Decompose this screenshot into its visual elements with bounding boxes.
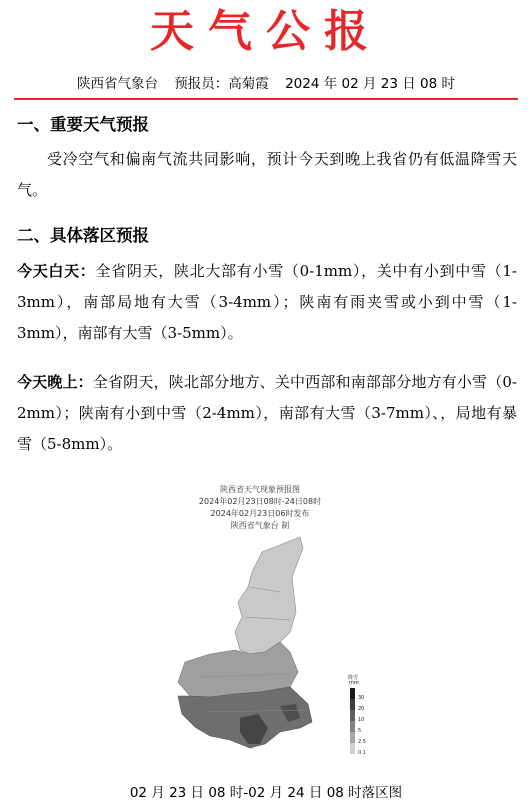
legend-swatch (350, 743, 355, 754)
header-divider (14, 98, 518, 100)
legend-tick: 20 (358, 706, 365, 712)
legend-unit: mm (349, 680, 359, 686)
agency: 陕西省气象台 (76, 76, 158, 92)
legend-swatch (350, 699, 355, 710)
legend-swatch (350, 721, 355, 732)
night-body: 全省阴天，陕北部分地方、关中西部和南部部分地方有小雪（0-2mm）；陕南有小到中雪（2-4mm），南部有大雪（3-7mm）、，局地有暴雪（5-8mm）。 (17, 373, 517, 453)
legend-swatch (350, 732, 355, 743)
legend-tick: 5 (358, 728, 362, 734)
legend-tick: 0.1 (358, 750, 366, 756)
forecaster: 预报员：高菊霞 (174, 76, 269, 92)
night-lead: 今天晚上： (17, 373, 93, 391)
section1-heading: 一、重要天气预报 (17, 115, 149, 134)
page-title: 天气公报 (150, 6, 382, 57)
legend-swatch (350, 688, 355, 699)
daytime-forecast (17, 256, 517, 349)
legend-swatch (350, 710, 355, 721)
legend-tick: 30 (358, 695, 365, 701)
map-caption: 02 月 23 日 08 时-02 月 24 日 08 时落区图 (129, 785, 403, 801)
map-issued: 2024年02月23日06时发布 (210, 509, 310, 518)
bulletin-meta (0, 74, 532, 94)
issue-datetime: 2024 年 02 月 23 日 08 时 (285, 76, 456, 92)
map-region-north (235, 537, 303, 654)
map-maker: 陕西省气象台 制 (230, 521, 290, 530)
section2-heading: 二、具体落区预报 (17, 226, 149, 245)
daytime-lead: 今天白天： (17, 262, 96, 280)
legend-tick: 2.5 (358, 739, 366, 745)
legend-tick: 10 (358, 717, 365, 723)
legend-title: 降雪 (348, 675, 359, 681)
forecast-map (140, 482, 380, 770)
shaanxi-map-image (140, 482, 380, 770)
section1-body: 受冷空气和偏南气流共同影响，预计今天到晚上我省仍有低温降雪天气。 (17, 150, 517, 199)
daytime-body: 全省阴天，陕北大部有小雪（0-1mm），关中有小到中雪（1-3mm），南部局地有大雪（3-4mm）；陕南有雨夹雪或小到中雪（1-3mm），南部有大雪（3-5mm）。 (17, 262, 517, 342)
map-title: 陕西省天气现象预报图 (220, 485, 300, 494)
night-forecast (17, 367, 517, 460)
map-period: 2024年02月23日08时-24日08时 (198, 497, 322, 506)
